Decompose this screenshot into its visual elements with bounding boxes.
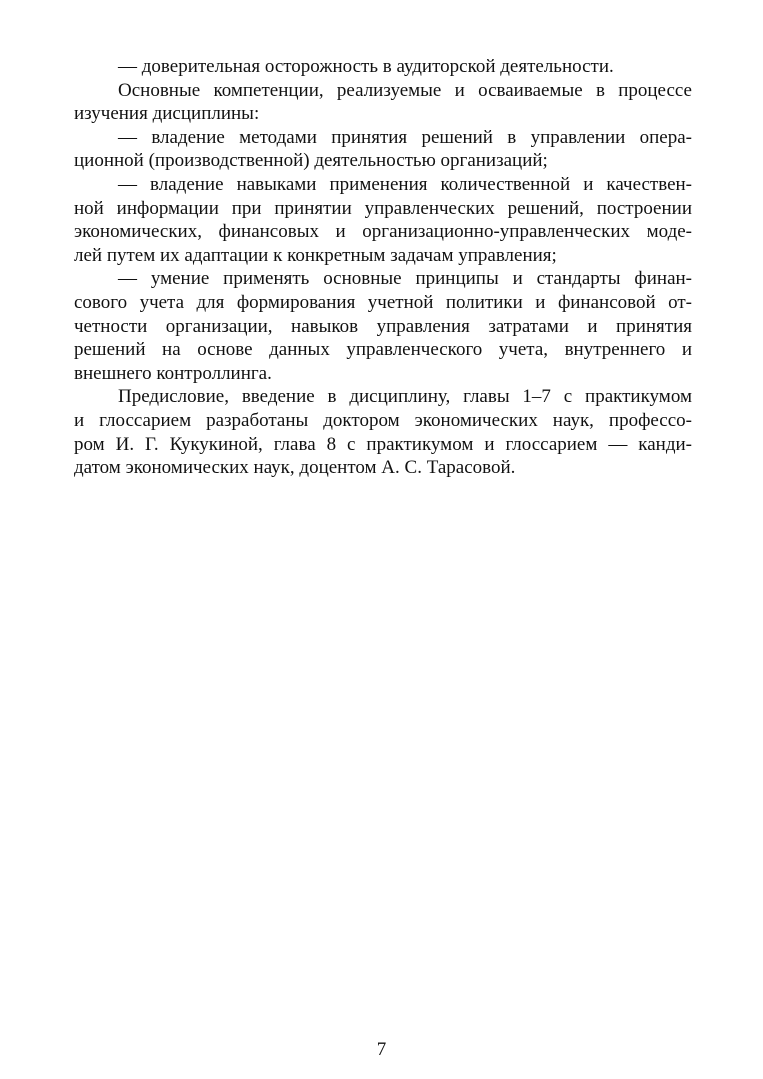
text-line: — владение навыками применения количественной и качествен- — [118, 173, 692, 195]
text-line: ной информации при принятии управленческих решений, построении — [74, 197, 692, 219]
text-line: — владение методами принятия решений в управлении опера- — [118, 126, 692, 148]
text-line: экономических, финансовых и организационно-управленческих моде- — [74, 221, 692, 243]
text-line: — умение применять основные принципы и стандарты финан- — [118, 268, 692, 290]
text-line: четности организации, навыков управления затратами и принятия — [74, 315, 692, 337]
text-line: внешнего контроллинга. — [74, 362, 272, 384]
text-line: решений на основе данных управленческого учета, внутреннего и — [74, 339, 692, 361]
text-line: Основные компетенции, реализуемые и осваиваемые в процессе — [118, 79, 692, 101]
page-number: 7 — [376, 1039, 387, 1060]
text-line: ром И. Г. Кукукиной, глава 8 с практикумом и глоссарием — канди- — [74, 433, 692, 455]
text-line: сового учета для формирования учетной политики и финансовой от- — [74, 291, 692, 313]
text-line: Предисловие, введение в дисциплину, главы 1–7 с практикумом — [118, 386, 692, 408]
text-line: и глоссарием разработаны доктором экономических наук, профессо- — [74, 409, 692, 431]
text-line: датом экономических наук, доцентом А. С. Тарасовой. — [74, 457, 516, 479]
page-body — [74, 55, 692, 480]
text-line: лей путем их адаптации к конкретным задачам управления; — [74, 244, 557, 266]
text-line: ционной (производственной) деятельностью организаций; — [74, 150, 548, 172]
text-line: — доверительная осторожность в аудиторской деятельности. — [118, 56, 614, 77]
text-line: изучения дисциплины: — [74, 103, 260, 125]
